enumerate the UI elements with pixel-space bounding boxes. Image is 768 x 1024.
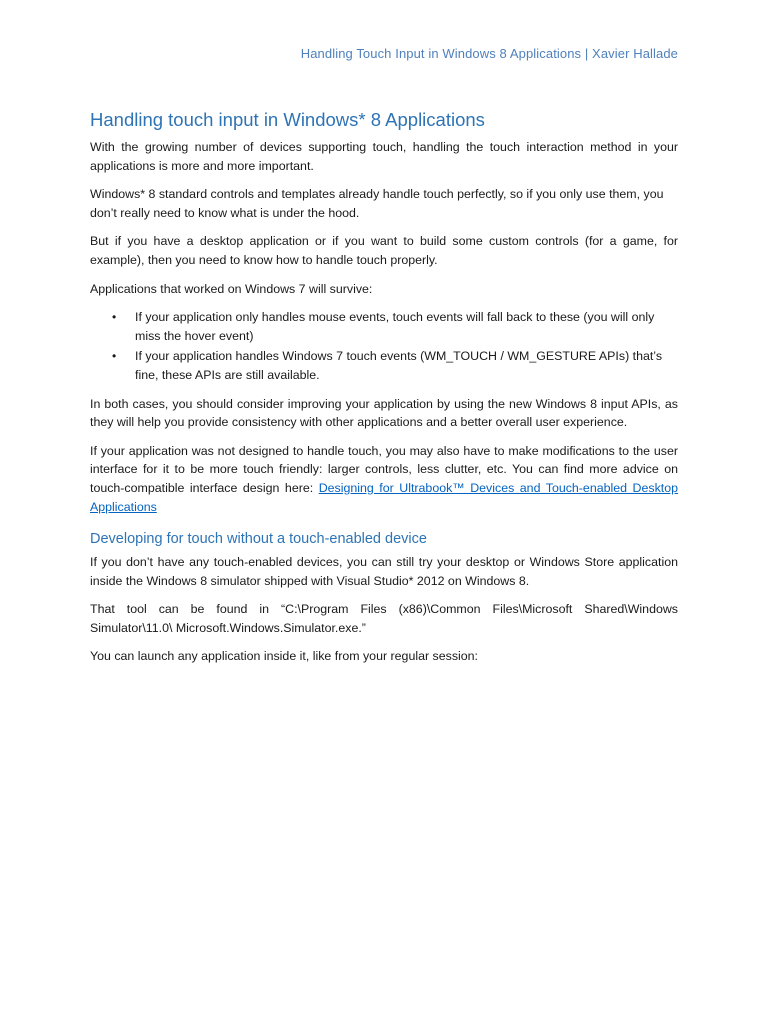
list-item-text: If your application handles Windows 7 touch events (WM_TOUCH / WM_GESTURE APIs) that’s fine, these APIs are still available. bbox=[135, 349, 663, 382]
list-item bbox=[90, 308, 678, 345]
article-title: Handling touch input in Windows* 8 Applications bbox=[90, 109, 485, 130]
bullet-list bbox=[90, 308, 678, 384]
paragraph-windows7: Applications that worked on Windows 7 will survive: bbox=[90, 281, 373, 296]
list-item bbox=[90, 347, 678, 384]
article-body bbox=[90, 108, 678, 676]
paragraph-launch: You can launch any application inside it, like from your regular session: bbox=[90, 649, 478, 664]
running-header: Handling Touch Input in Windows 8 Applications | Xavier Hallade bbox=[300, 46, 678, 61]
paragraph-both-cases: In both cases, you should consider improving your application by using the new Windows 8 input APIs, as they will help you provide consistency with other applications and a better overall user experience. bbox=[90, 396, 678, 430]
paragraph-intro: With the growing number of devices supporting touch, handling the touch interaction method in your applications is more and more important. bbox=[90, 140, 678, 173]
bullet-icon: • bbox=[112, 349, 117, 364]
paragraph-simulator: If you don’t have any touch-enabled devices, you can still try your desktop or Windows Store application inside the Windows 8 simulator shipped with Visual Studio* 2012 on Windows 8. bbox=[90, 555, 678, 588]
paragraph-interface-design bbox=[90, 442, 678, 516]
paragraph-interface-text: If your application was not designed to handle touch, you may also have to make modifications to the user interface for it to be more touch friendly: larger controls, less clutter, etc. You can find more advice on touch-compatible interface design here: bbox=[90, 443, 678, 495]
paragraph-tool-path: That tool can be found in “C:\Program Files (x86)\Common Files\Microsoft Shared\Windows Simulator\11.0\ Microsoft.Windows.Simulator.exe.” bbox=[90, 602, 678, 635]
list-item-text: If your application only handles mouse events, touch events will fall back to these (you will only miss the hover event) bbox=[135, 310, 655, 343]
section-title: Developing for touch without a touch-enabled device bbox=[90, 531, 427, 548]
paragraph-custom-controls: But if you have a desktop application or if you want to build some custom controls (for a game, for example), then you need to know how to handle touch properly. bbox=[90, 234, 678, 267]
paragraph-standard-controls: Windows* 8 standard controls and templates already handle touch perfectly, so if you only use them, you don’t really need to know what is under the hood. bbox=[90, 187, 664, 220]
designing-for-ultrabook-link[interactable]: Designing for Ultrabook™ Devices and Touch-enabled Desktop Applications bbox=[90, 480, 679, 514]
bullet-icon: • bbox=[112, 310, 117, 325]
